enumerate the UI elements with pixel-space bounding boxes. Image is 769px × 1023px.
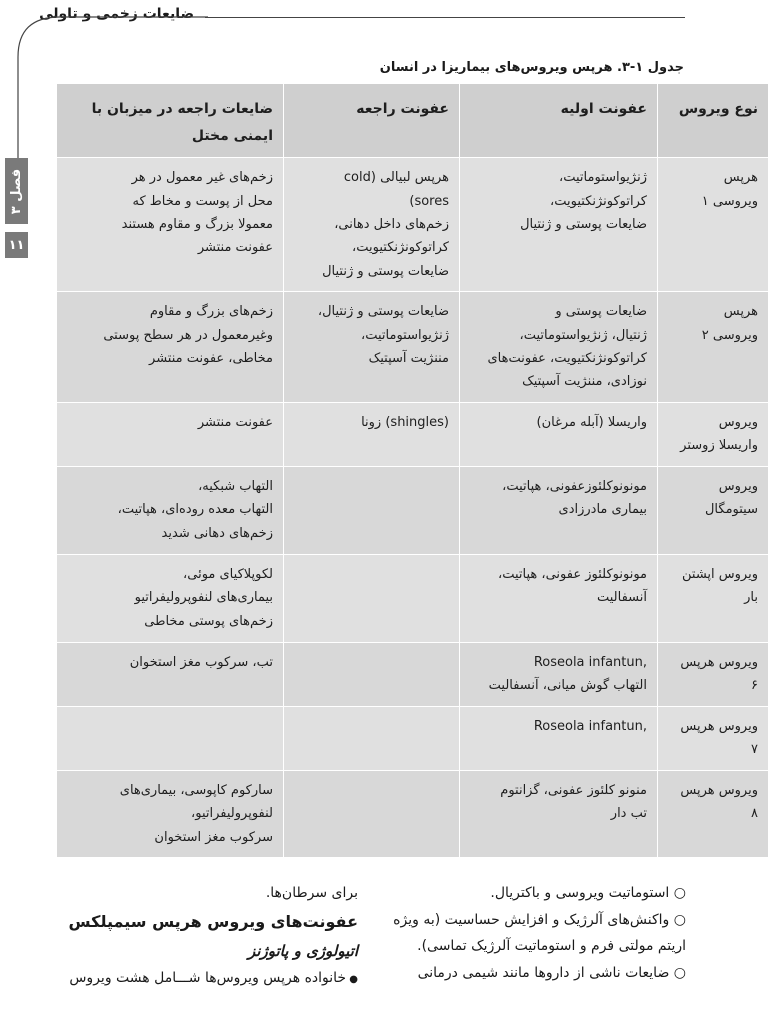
body-line-erythema: اریتم مولتی فرم و استوماتیت آلرژیک تماسی). (417, 938, 686, 955)
cell-virus-type: ویروس هرپس ۷ (658, 706, 769, 770)
cell-primary: مونونوکلئوز عفونی، هپاتیت، آنسفالیت (460, 554, 658, 642)
cell-virus-type: ویروس هرپس ۶ (658, 642, 769, 706)
cell-immuno: زخم‌های بزرگ و مقاوم وغیرمعمول در هر سطح پوستی مخاطی، عفونت منتشر (57, 292, 284, 403)
cell-recurrent (284, 706, 460, 770)
cell-recurrent (284, 770, 460, 857)
table-row (57, 706, 769, 770)
cell-primary: ضایعات پوستی و ژنتیال، ژنژیواستوماتیت، کراتوکونژنکتیویت، عفونت‌های نوزادی، مننژیت آسپتیک (460, 292, 658, 403)
cell-recurrent (284, 554, 460, 642)
header-primary-infection: عفونت اولیه (460, 84, 658, 158)
table-row (57, 642, 769, 706)
cell-immuno: التهاب شبکیه، التهاب معده روده‌ای، هپاتیت، زخم‌های دهانی شدید (57, 466, 284, 554)
cell-primary: مونونوکلئوزعفونی، هپاتیت، بیماری مادرزادی (460, 466, 658, 554)
cell-immuno: عفونت منتشر (57, 402, 284, 466)
header-virus-type: نوع ویروس (658, 84, 769, 158)
cell-recurrent: هرپس لبیالی (cold sores) زخم‌های داخل دهانی، کراتوکونژنکتیویت، ضایعات پوستی و ژنتیال (284, 158, 460, 292)
cell-immuno: تب، سرکوب مغز استخوان (57, 642, 284, 706)
table-row (57, 292, 769, 403)
chapter-tab (5, 158, 28, 224)
cell-immuno (57, 706, 284, 770)
header-recurrent-infection: عفونت راجعه (284, 84, 460, 158)
section-subheading: اتیولوژی و پاتوژنز (248, 941, 358, 960)
cell-primary: ,Roseola infantun (460, 706, 658, 770)
body-left-column (50, 880, 358, 992)
table-row (57, 466, 769, 554)
table-caption: جدول ۱-۳. هرپس ویروس‌های بیماریزا در انسان (379, 60, 684, 75)
cell-primary: ,Roseola infantun التهاب گوش میانی، آنسفالیت (460, 642, 658, 706)
body-text (50, 880, 686, 1020)
cell-virus-type: ویروس هرپس ۸ (658, 770, 769, 857)
cell-recurrent: ضایعات پوستی و ژنتیال، ژنژیواستوماتیت، مننژیت آسپتیک (284, 292, 460, 403)
cell-virus-type: هرپس ویروسی ۱ (658, 158, 769, 292)
cell-virus-type: ویروس اپشتن بار (658, 554, 769, 642)
table-row (57, 402, 769, 466)
cell-immuno: لکوپلاکیای موئی، بیماری‌های لنفوپرولیفراتیو زخم‌های پوستی مخاطی (57, 554, 284, 642)
cell-primary: ژنژیواستوماتیت، کراتوکونژنکتیویت، ضایعات پوستی و ژنتیال (460, 158, 658, 292)
cell-virus-type: ویروس واریسلا زوستر (658, 402, 769, 466)
chapter-tab-label: فصل ۳ (9, 168, 25, 214)
cell-immuno: زخم‌های غیر معمول در هر محل از پوست و مخاط که معمولا بزرگ و مقاوم هستند عفونت منتشر (57, 158, 284, 292)
cell-virus-type: هرپس ویروسی ۲ (658, 292, 769, 403)
table-header-row (57, 84, 769, 158)
bullet-herpes-family: ● خانواده هرپس ویروس‌ها شـــامل هشت ویروس (50, 965, 358, 992)
section-heading: عفونت‌های ویروس هرپس سیمپلکس (68, 911, 358, 931)
bullet-viral-stomatitis: ○ استوماتیت ویروسی و باکتریال. (378, 880, 686, 907)
header-rule (205, 17, 685, 18)
cell-recurrent: (shingles) زونا (284, 402, 460, 466)
herpes-virus-table (56, 83, 769, 858)
cell-virus-type: ویروس سیتومگال (658, 466, 769, 554)
cell-primary: منونو کلئوز عفونی، گزانتوم تب دار (460, 770, 658, 857)
body-line-cancers: برای سرطان‌ها. (265, 885, 358, 901)
running-header-title: ضایعات زخمی و تاولی (39, 6, 194, 22)
table-row (57, 554, 769, 642)
table-row (57, 158, 769, 292)
cell-primary: واریسلا (آبله مرغان) (460, 402, 658, 466)
bullet-drug-lesions: ○ ضایعات ناشی از داروها مانند شیمی درمانی (378, 960, 686, 987)
body-right-column (378, 880, 686, 986)
bullet-allergic-reactions: ○ واکنش‌های آلرژیک و افزایش حساسیت (به ویژه (378, 907, 686, 934)
header-immunocompromised-lesions: ضایعات راجعه در میزبان با ایمنی مختل (57, 84, 284, 158)
cell-recurrent (284, 642, 460, 706)
table-row (57, 770, 769, 857)
cell-recurrent (284, 466, 460, 554)
page-number: ۱۱ (5, 232, 28, 258)
cell-immuno: سارکوم کاپوسی، بیماری‌های لنفوپرولیفراتیو، سرکوب مغز استخوان (57, 770, 284, 857)
